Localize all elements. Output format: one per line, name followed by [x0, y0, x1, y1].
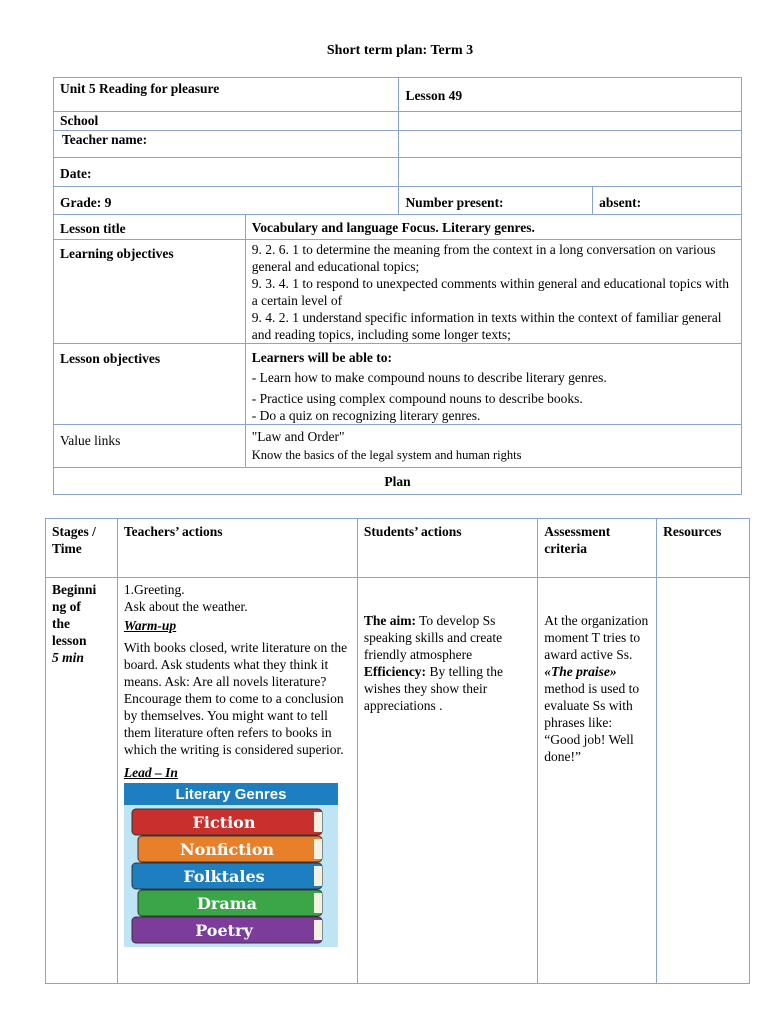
- learning-objectives-value: [245, 240, 741, 344]
- number-present-cell: Number present:: [399, 187, 593, 215]
- col-teachers-actions: Teachers’ actions: [117, 519, 357, 578]
- col-resources: Resources: [657, 519, 750, 578]
- lesson-objectives-heading: Learners will be able to:: [251, 350, 392, 365]
- value-links-label: Value links: [54, 425, 246, 468]
- lesson-objectives-value: [245, 344, 741, 425]
- teacher-value: [399, 131, 742, 158]
- poster-graphic: [124, 783, 338, 947]
- book-title: Poetry: [195, 921, 253, 940]
- aim-block: [364, 612, 531, 663]
- literary-genres-poster: [124, 783, 338, 947]
- date-cell: Date:: [54, 158, 399, 187]
- book-pages: [314, 920, 322, 940]
- aim-label: The aim:: [363, 613, 416, 628]
- col-stages: Stages / Time: [46, 519, 118, 578]
- unit-cell: Unit 5 Reading for pleasure: [54, 78, 399, 112]
- book-title: Drama: [196, 894, 257, 913]
- value-links-title: "Law and Order": [251, 429, 345, 444]
- praise-label: «The praise»: [544, 664, 617, 679]
- weather-text: Ask about the weather.: [123, 599, 248, 614]
- col-assessment: Assessment criteria: [538, 519, 657, 578]
- efficiency-label: Efficiency:: [363, 664, 427, 679]
- efficiency-block: [364, 663, 531, 714]
- learning-objective: 9. 3. 4. 1 to respond to unexpected comments within general and educational topics with a certain level of: [251, 276, 730, 308]
- book-pages: [314, 812, 322, 832]
- resources-cell: [657, 578, 750, 984]
- lesson-objective: - Learn how to make compound nouns to describe literary genres.: [251, 370, 607, 385]
- school-cell: School: [54, 112, 399, 131]
- praise-text: method is used to evaluate Ss with phrases like:: [544, 681, 640, 730]
- page-title: Short term plan: Term 3: [326, 43, 474, 58]
- grade-cell: Grade: 9: [54, 187, 399, 215]
- warmup-heading: Warm-up: [123, 618, 177, 633]
- learning-objective: 9. 2. 6. 1 to determine the meaning from the context in a long conversation on various general and educational topics;: [251, 242, 716, 274]
- learning-objectives-label: Learning objectives: [54, 240, 246, 344]
- lesson-cell: Lesson 49: [399, 78, 742, 112]
- students-actions-cell: [357, 578, 537, 984]
- efficiency-text: By telling the wishes they show their appreciations .: [363, 664, 503, 713]
- assessment-cell: [538, 578, 657, 984]
- plan-table: [45, 518, 750, 984]
- teacher-name-cell: Teacher name:: [54, 131, 399, 158]
- assessment-text: At the organization moment T tries to award active Ss.: [544, 613, 649, 662]
- col-students-actions: Students’ actions: [357, 519, 537, 578]
- book-title: Folktales: [183, 867, 265, 886]
- plan-heading: Plan: [54, 468, 742, 495]
- stage-cell: [46, 578, 118, 984]
- poster-heading: Literary Genres: [175, 786, 287, 803]
- lesson-objective: - Do a quiz on recognizing literary genres.: [251, 408, 481, 423]
- stage-line: the: [52, 616, 70, 631]
- lesson-objectives-label: Lesson objectives: [54, 344, 246, 425]
- stage-line: Beginni: [52, 582, 97, 597]
- stage-time: 5 min: [52, 650, 84, 665]
- absent-cell: absent:: [593, 187, 742, 215]
- stage-line: ng of: [52, 599, 81, 614]
- book-pages: [314, 893, 322, 913]
- book-title: Fiction: [192, 813, 256, 832]
- book-pages: [314, 866, 322, 886]
- lead-in-heading: Lead – In: [123, 765, 178, 780]
- value-links-text: Know the basics of the legal system and human rights: [251, 448, 522, 462]
- poster-books: [132, 809, 322, 943]
- stage-line: lesson: [52, 633, 87, 648]
- value-links-value: [245, 425, 741, 468]
- warmup-text: With books closed, write literature on the board. Ask students what they think it means. Ask: Are all novels literature? Encourage them to come to a conclusion by themselves. You might want to tell them literature often refers to books in which the writing is considered superior.: [123, 640, 348, 757]
- lesson-objective: - Practice using complex compound nouns to describe books.: [251, 391, 583, 406]
- aim-text: To develop Ss speaking skills and create friendly atmosphere: [363, 613, 503, 662]
- learning-objective: 9. 4. 2. 1 understand specific information in texts within the context of familiar general and reading topics, including some longer texts;: [251, 310, 722, 342]
- teachers-actions-cell: [117, 578, 357, 984]
- book-title: Nonfiction: [179, 840, 274, 859]
- greeting-text: 1.Greeting.: [123, 582, 185, 597]
- lesson-header-table: [53, 77, 742, 495]
- book-pages: [314, 839, 322, 859]
- date-value: [399, 158, 742, 187]
- praise-quote: “Good job! Well done!”: [544, 732, 634, 764]
- lesson-title-value: Vocabulary and language Focus. Literary genres.: [245, 215, 741, 240]
- lesson-title-label: Lesson title: [54, 215, 246, 240]
- praise-block: [544, 663, 650, 731]
- school-value: [399, 112, 742, 131]
